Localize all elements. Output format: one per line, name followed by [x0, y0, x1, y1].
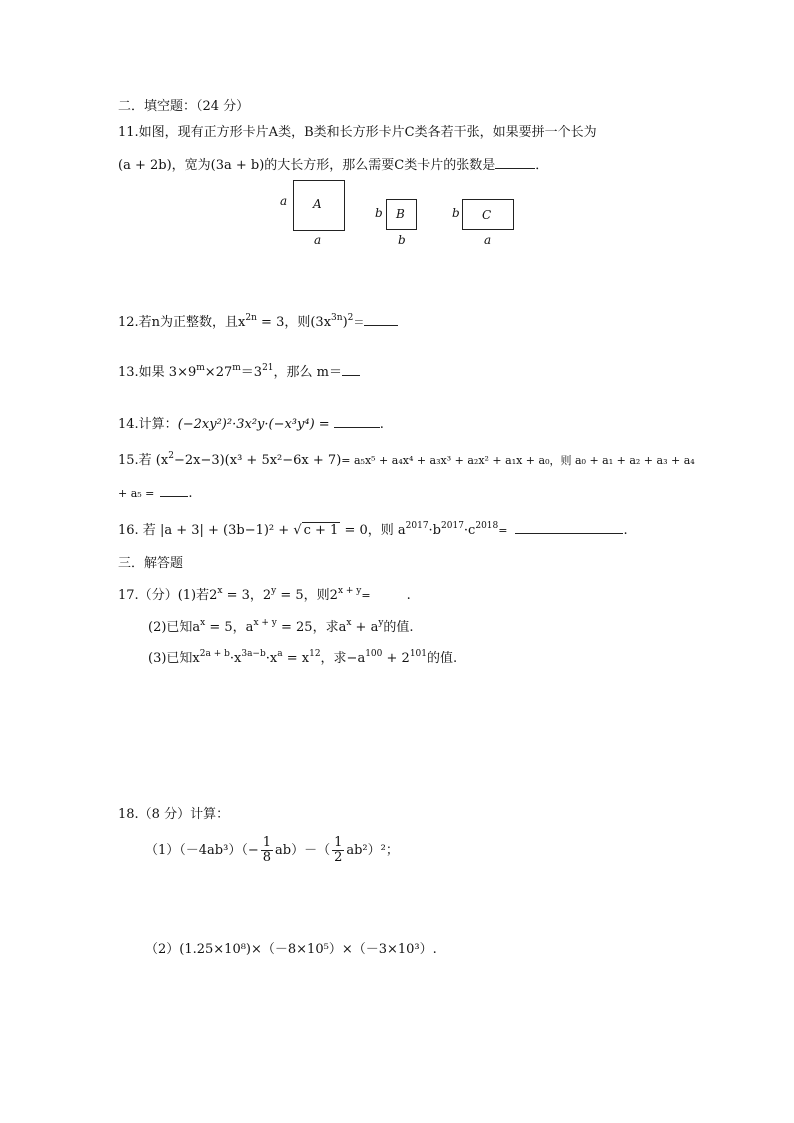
q15-exp: 2 [168, 451, 174, 461]
q11-line2-text: (a + 2b)，宽为(3a + b)的大长方形，那么需要C类卡片的张数是 [118, 158, 496, 173]
q17-text-d: = 5，则2 [276, 588, 338, 603]
q17-3-exp6: 101 [409, 649, 428, 659]
q17-3-f: + 2 [382, 651, 410, 666]
q17-2-exp1: x [200, 618, 206, 628]
q17-3-exp3: a [277, 649, 283, 659]
q17-eq: = [361, 589, 371, 602]
answer-blank[interactable] [342, 363, 360, 376]
q14-line [118, 415, 384, 434]
section-heading-fill-in: 二．填空题：（24 分） [118, 99, 250, 114]
q16-radicand: c + 1 [303, 523, 339, 538]
q18-1-b: ab）－（ [275, 843, 331, 858]
q17-text-a: 17.（ [118, 588, 152, 603]
q17-text-c: = 3，2 [222, 588, 272, 603]
q11-end: ． [535, 158, 549, 173]
q17-3-g: 的值. [427, 651, 458, 666]
q13-line [118, 363, 360, 382]
q17-3-exp5: 100 [365, 649, 383, 659]
q17-3-exp2: 3a−b [241, 649, 266, 659]
q17-3-d: = x [282, 651, 310, 666]
q11-line2 [118, 156, 548, 175]
q18-heading: 18.（8 分）计算： [118, 807, 230, 822]
q12-text-c: ) [342, 315, 348, 330]
q17-3-b: ·x [229, 651, 242, 666]
q11-line1: 11.如图，现有正方形卡片A类，B类和长方形卡片C类各若干张，如果要拼一个长为 [118, 125, 597, 140]
q17-exp1: x [217, 586, 223, 596]
q17-2-exp3: x [346, 618, 352, 628]
q13-exp3: 21 [262, 363, 274, 373]
q17-2-e: 的值. [383, 620, 414, 635]
card-b-bottom-label: b [398, 233, 406, 247]
q13-text-c: ＝3 [240, 365, 263, 380]
q18-part1 [145, 836, 399, 866]
q17-exp2: y [271, 586, 277, 596]
q13-text-b: ×27 [204, 365, 233, 380]
q17-end: . [406, 588, 411, 603]
q12-exp3: 2 [347, 313, 354, 323]
q16-exp3: 2018 [475, 521, 499, 531]
q12-line [118, 313, 398, 332]
card-c-bottom-label: a [484, 233, 492, 247]
q15-text-a: 15.若 (x [118, 453, 169, 468]
section-heading-solutions: 三．解答题 [118, 556, 184, 571]
q17-line3 [148, 650, 457, 668]
q17-line1 [118, 587, 411, 605]
q17-3-exp4: 12 [309, 649, 321, 659]
q15-rhs: = a₅x⁵ + a₄x⁴ + a₃x³ + a₂x² + a₁x + a₀，则 a₀ + a₁ + a₂ + a₃ + a₄ [341, 454, 695, 467]
q15-line1 [118, 452, 695, 470]
answer-blank[interactable] [364, 313, 398, 326]
q18-1-c: ab²）²； [346, 843, 399, 858]
q12-eq: ＝ [353, 316, 365, 329]
card-a-label: A [313, 197, 322, 211]
q17-3-e: ，求−a [320, 651, 366, 666]
q18-1-a: （1）（－4ab³）（− [145, 843, 259, 858]
q17-2-a: (2)已知a [148, 620, 201, 635]
q17-2-c: = 25，求a [276, 620, 347, 635]
q17-line2 [148, 619, 414, 637]
q14-text: 14.计算： [118, 417, 178, 432]
q16-text-d: ·c [463, 523, 476, 538]
q13-text-d: ，那么 m＝ [273, 365, 342, 380]
q14-expression: (−2xy²)²·3x²y·(−x³y⁴) = [177, 417, 330, 432]
q14-end: . [379, 417, 384, 432]
q16-text-a: 16. 若 |a + 3| + (3b−1)² + [118, 523, 294, 538]
fraction-one-half [332, 836, 344, 865]
frac-den: 8 [262, 850, 271, 865]
q12-text-a: 12.若n为正整数，且x [118, 315, 246, 330]
q18-part2: （2）(1.25×10⁸)×（－8×10⁵）×（－3×10³）. [145, 942, 437, 957]
q16-eq: = [498, 524, 508, 537]
q17-3-a: (3)已知x [148, 651, 200, 666]
q17-2-b: = 5，a [205, 620, 254, 635]
frac-den: 2 [334, 850, 343, 865]
q15-line2-text: + a₅ = [118, 487, 155, 500]
q16-line [118, 521, 628, 540]
card-a-bottom-label: a [314, 233, 322, 247]
q17-exp3: x + y [337, 586, 362, 596]
q16-text-b: = 0，则 a [340, 523, 406, 538]
q17-text-b: 分）(1)若2 [151, 588, 218, 603]
q16-exp1: 2017 [405, 521, 429, 531]
q12-text-b: = 3，则(3x [256, 315, 332, 330]
frac-num: 1 [334, 835, 343, 850]
q13-exp1: m [196, 363, 205, 373]
q15-end: . [188, 486, 193, 501]
answer-blank[interactable] [495, 156, 535, 169]
card-c-side-label: b [452, 206, 460, 220]
card-a-side-label: a [280, 194, 288, 208]
q17-2-exp2: x + y [253, 618, 277, 628]
card-b-side-label: b [375, 206, 383, 220]
frac-num: 1 [262, 835, 271, 850]
q13-text-a: 13.如果 3×9 [118, 365, 197, 380]
q16-text-c: ·b [428, 523, 442, 538]
q16-exp2: 2017 [441, 521, 464, 531]
q17-2-exp4: y [378, 618, 384, 628]
card-c-label: C [482, 208, 492, 222]
q17-2-d: + a [351, 620, 379, 635]
sqrt-sign: √ [293, 523, 302, 538]
q17-3-c: ·x [265, 651, 278, 666]
answer-blank[interactable] [160, 484, 188, 497]
q17-3-exp1: 2a + b [199, 649, 230, 659]
fraction-one-eighth [261, 836, 273, 865]
q16-end: . [623, 523, 628, 538]
q13-exp2: m [232, 363, 241, 373]
q12-exp1: 2n [245, 313, 257, 323]
card-b-label: B [396, 207, 405, 221]
answer-blank[interactable] [334, 415, 380, 428]
answer-blank[interactable] [515, 521, 623, 534]
q12-exp2: 3n [331, 313, 343, 323]
q15-line2 [118, 484, 193, 503]
q15-expr: −2x−3)(x³ + 5x²−6x + 7) [173, 453, 342, 468]
